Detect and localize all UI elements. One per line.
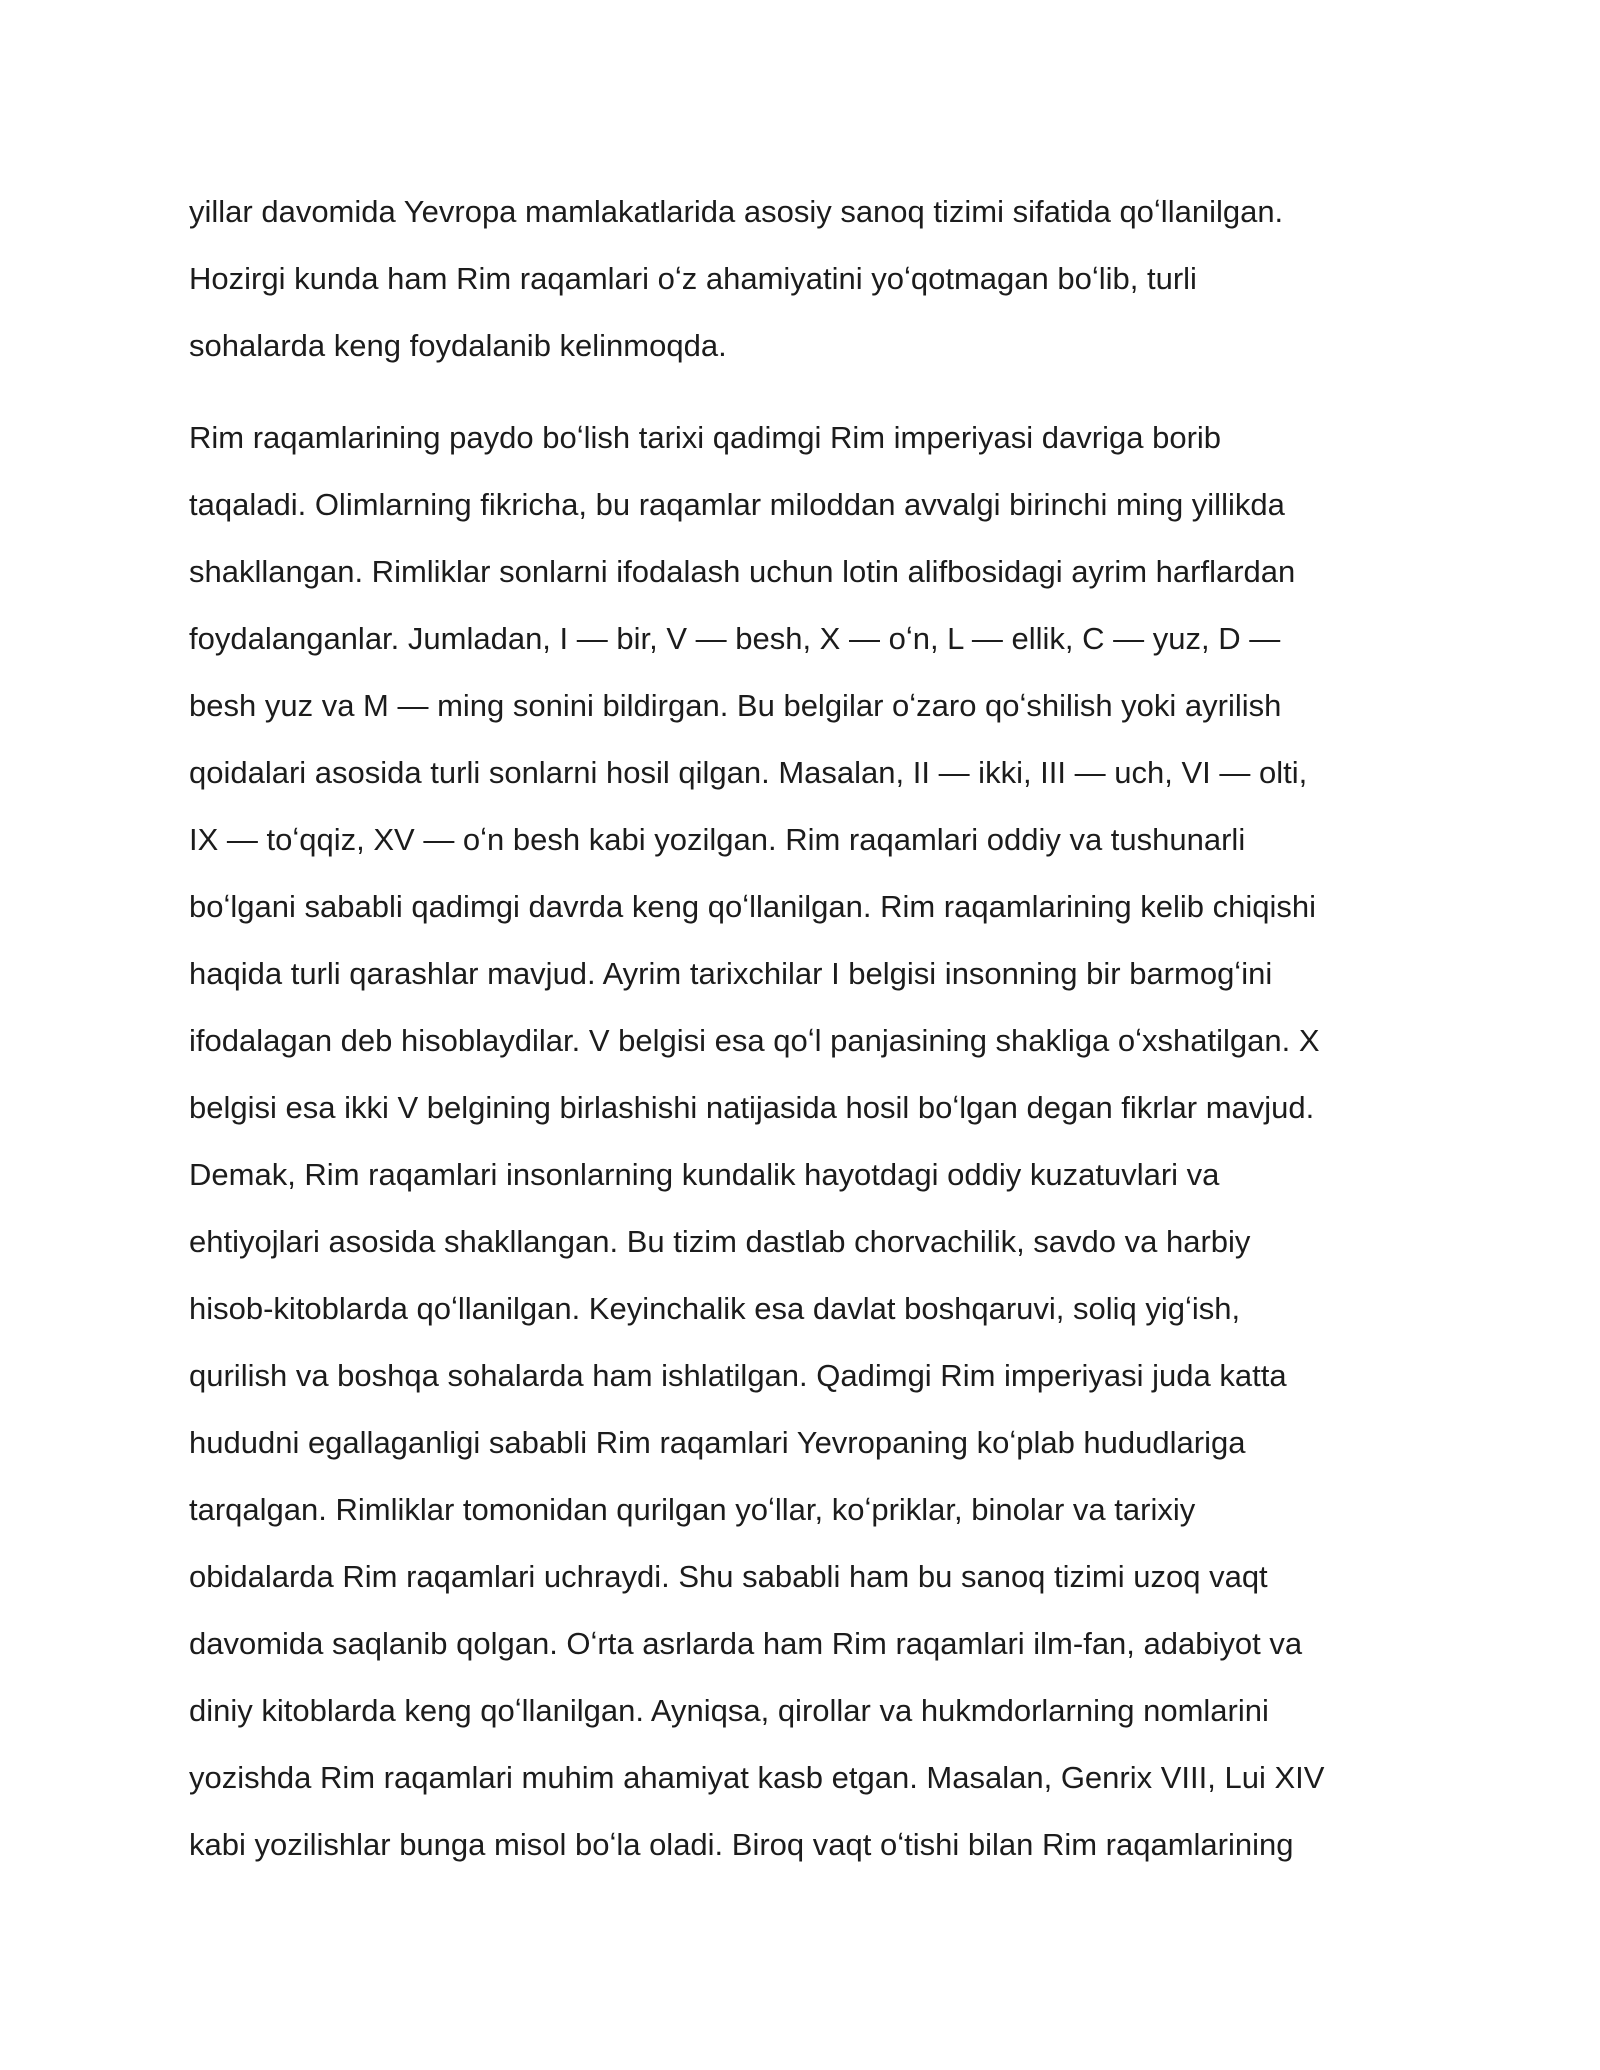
text-line: obidalarda Rim raqamlari uchraydi. Shu sababli ham bu sanoq tizimi uzoq vaqt xyxy=(189,1559,1268,1594)
text-line: Rim raqamlarining paydo boʻlish tarixi qadimgi Rim imperiyasi davriga borib xyxy=(189,420,1222,455)
text-line: foydalanganlar. Jumladan, I — bir, V — besh, X — oʻn, L — ellik, C — yuz, D — xyxy=(189,621,1281,656)
text-line: davomida saqlanib qolgan. Oʻrta asrlarda ham Rim raqamlari ilm-fan, adabiyot va xyxy=(189,1626,1303,1661)
text-line: IX — toʻqqiz, XV — oʻn besh kabi yozilgan. Rim raqamlari oddiy va tushunarli xyxy=(189,822,1246,857)
text-line: tarqalgan. Rimliklar tomonidan qurilgan yoʻllar, koʻpriklar, binolar va tarixiy xyxy=(189,1492,1196,1527)
text-line: sohalarda keng foydalanib kelinmoqda. xyxy=(189,328,727,363)
text-line: boʻlgani sababli qadimgi davrda keng qoʻllanilgan. Rim raqamlarining kelib chiqishi xyxy=(189,889,1316,924)
text-line: yillar davomida Yevropa mamlakatlarida asosiy sanoq tizimi sifatida qoʻllanilgan. xyxy=(189,194,1284,229)
text-line: yozishda Rim raqamlari muhim ahamiyat kasb etgan. Masalan, Genrix VIII, Lui XIV xyxy=(189,1760,1325,1795)
text-line: hisob-kitoblarda qoʻllanilgan. Keyinchalik esa davlat boshqaruvi, soliq yigʻish, xyxy=(189,1291,1241,1326)
text-line: haqida turli qarashlar mavjud. Ayrim tarixchilar I belgisi insonning bir barmogʻini xyxy=(189,956,1273,991)
text-line: ifodalagan deb hisoblaydilar. V belgisi esa qoʻl panjasining shakliga oʻxshatilgan. X xyxy=(189,1023,1320,1058)
paragraph-1 xyxy=(189,178,1429,379)
text-line: kabi yozilishlar bunga misol boʻla oladi. Biroq vaqt oʻtishi bilan Rim raqamlarining xyxy=(189,1827,1294,1862)
text-line: qoidalari asosida turli sonlarni hosil qilgan. Masalan, II — ikki, III — uch, VI — olti, xyxy=(189,755,1308,790)
text-line: hududni egallaganligi sababli Rim raqamlari Yevropaning koʻplab hududlariga xyxy=(189,1425,1246,1460)
text-line: taqaladi. Olimlarning fikricha, bu raqamlar miloddan avvalgi birinchi ming yillikda xyxy=(189,487,1285,522)
text-line: qurilish va boshqa sohalarda ham ishlatilgan. Qadimgi Rim imperiyasi juda katta xyxy=(189,1358,1287,1393)
text-line: Demak, Rim raqamlari insonlarning kundalik hayotdagi oddiy kuzatuvlari va xyxy=(189,1157,1220,1192)
text-line: Hozirgi kunda ham Rim raqamlari oʻz ahamiyatini yoʻqotmagan boʻlib, turli xyxy=(189,261,1197,296)
text-line: diniy kitoblarda keng qoʻllanilgan. Ayniqsa, qirollar va hukmdorlarning nomlarini xyxy=(189,1693,1269,1728)
paragraph-2 xyxy=(189,404,1429,1878)
text-line: besh yuz va M — ming sonini bildirgan. Bu belgilar oʻzaro qoʻshilish yoki ayrilish xyxy=(189,688,1282,723)
text-line: shakllangan. Rimliklar sonlarni ifodalash uchun lotin alifbosidagi ayrim harflardan xyxy=(189,554,1296,589)
text-line: belgisi esa ikki V belgining birlashishi natijasida hosil boʻlgan degan fikrlar mavjud. xyxy=(189,1090,1315,1125)
text-line: ehtiyojlari asosida shakllangan. Bu tizim dastlab chorvachilik, savdo va harbiy xyxy=(189,1224,1251,1259)
